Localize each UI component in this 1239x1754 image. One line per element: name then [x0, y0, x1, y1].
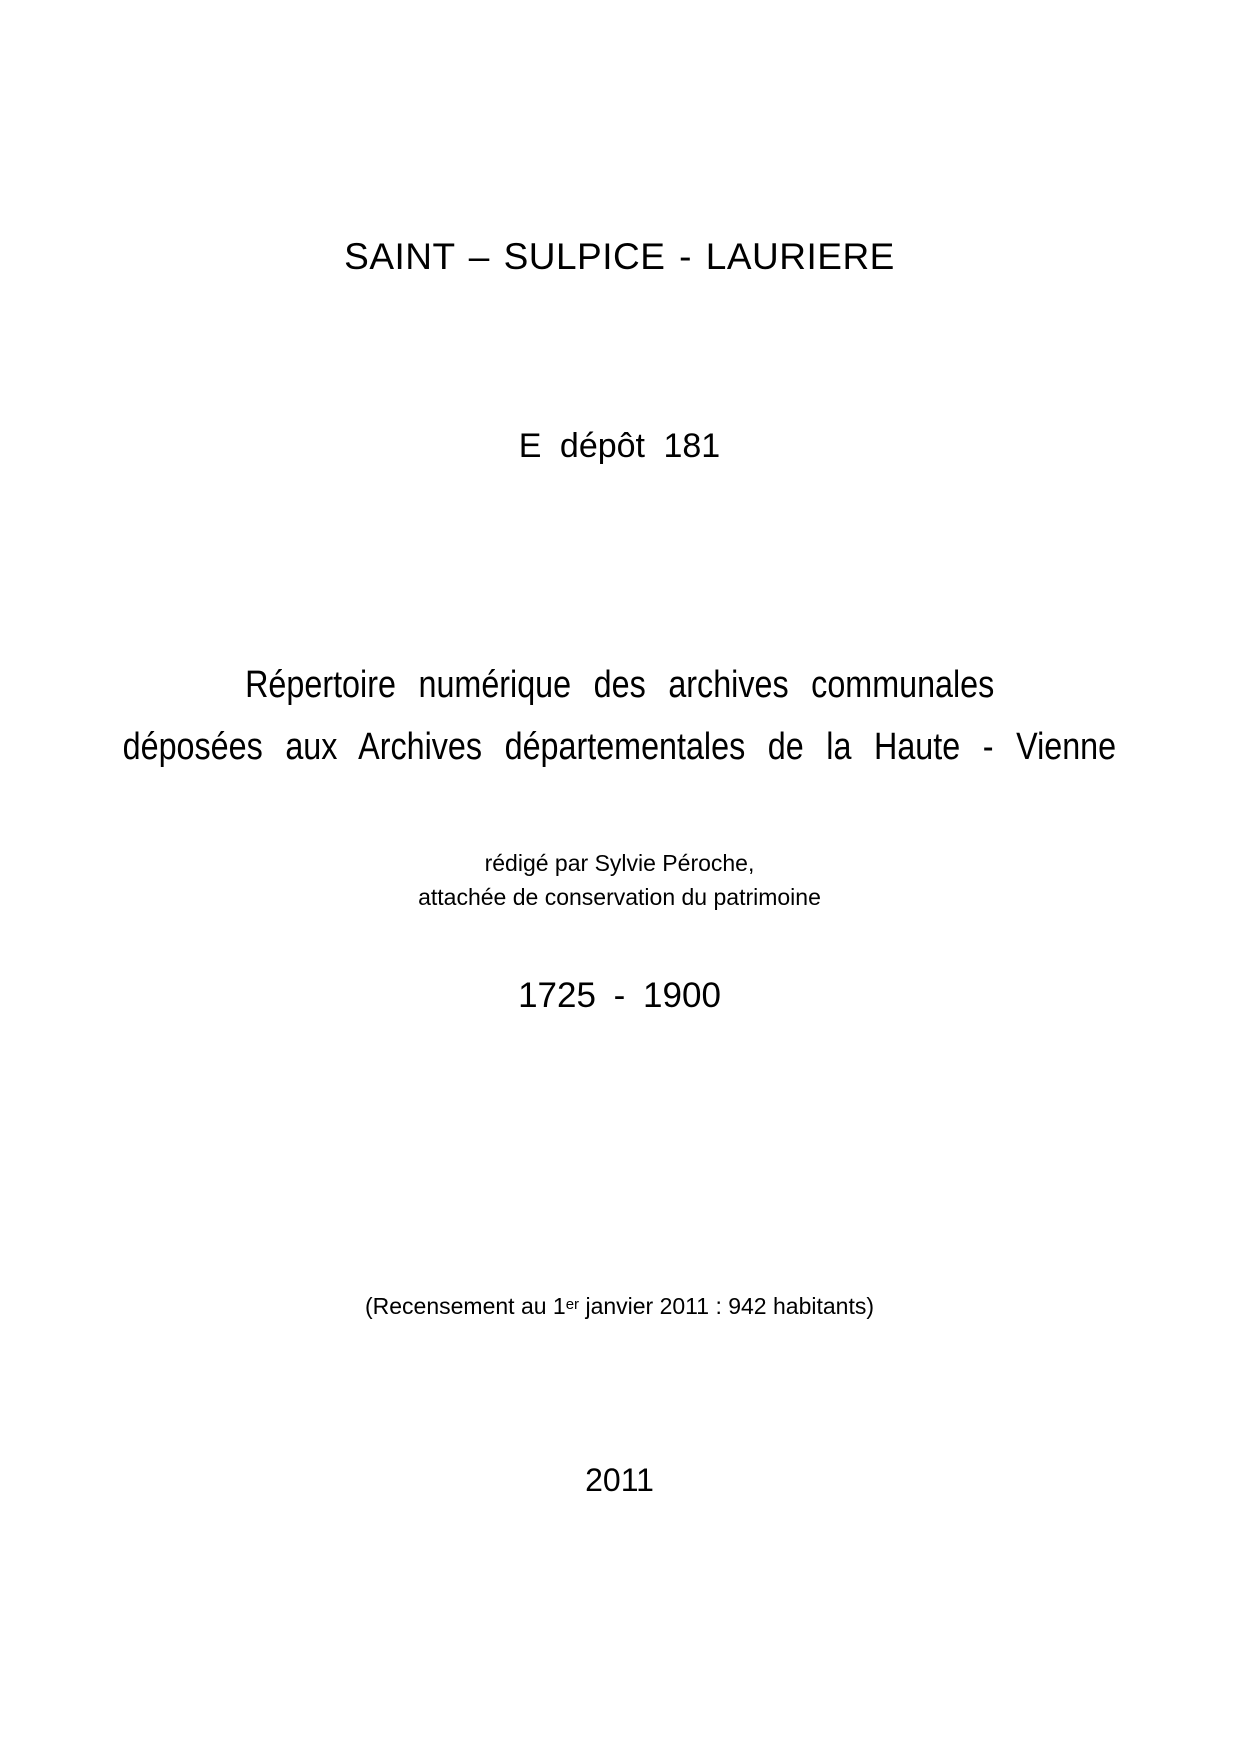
census-note [0, 1295, 1239, 1318]
page-title: SAINT – SULPICE - LAURIERE [344, 236, 895, 277]
subtitle-line-1 [0, 666, 1239, 704]
census-prefix: (Recensement au 1 [364, 1293, 566, 1319]
author-line-2: attachée de conservation du patrimoine [418, 884, 821, 910]
census-superscript: er [565, 1295, 580, 1313]
subtitle-line-1-text: Répertoire numérique des archives communales [244, 664, 995, 706]
author-line-1: rédigé par Sylvie Péroche, [484, 850, 755, 876]
publication-year: 2011 [585, 1462, 654, 1498]
author-block [0, 846, 1239, 914]
date-range: 1725 - 1900 [518, 976, 721, 1015]
subtitle-line-2-text: déposées aux Archives départementales de la Haute - Vienne [122, 726, 1117, 768]
census-suffix: janvier 2011 : 942 habitants) [579, 1293, 874, 1319]
subtitle-line-2 [0, 728, 1239, 766]
archive-reference: E dépôt 181 [518, 427, 721, 465]
